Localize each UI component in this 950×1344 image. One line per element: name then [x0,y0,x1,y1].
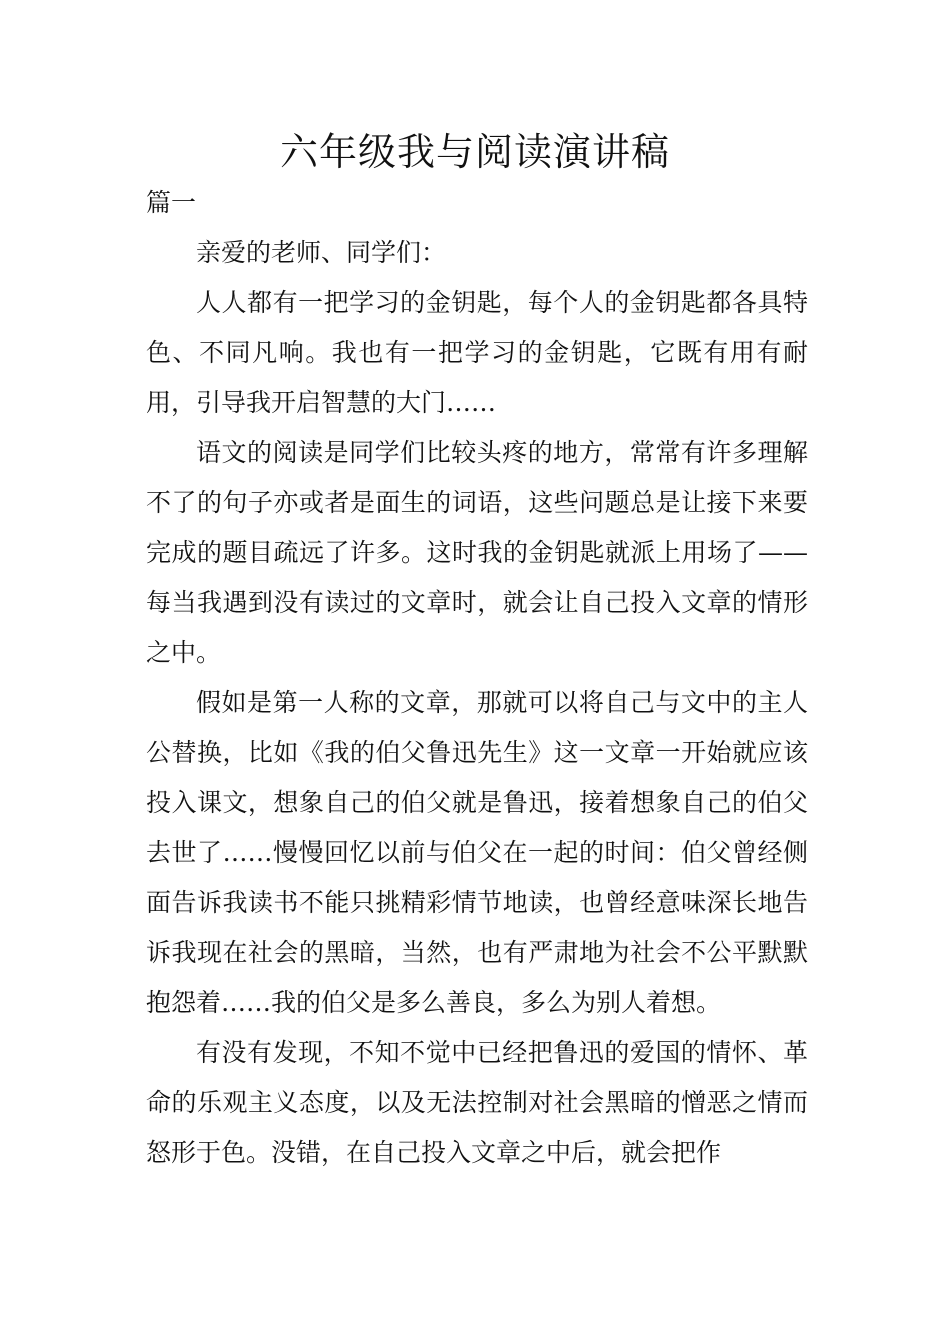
greeting-paragraph: 亲爱的老师、同学们： [196,238,447,267]
document-title: 六年级我与阅读演讲稿 [279,130,670,174]
section-label: 篇一 [146,188,197,217]
document-body [146,178,808,1178]
body-paragraph: 假如是第一人称的文章，那就可以将自己与文中的主人公替换，比如《我的伯父鲁迅先生》这一文章一开始就应该投入课文，想象自己的伯父就是鲁迅，接着想象自己的伯父去世了……慢慢回忆以前与伯父在一起的时间：伯父曾经侧面告诉我读书不能只挑精彩情节地读，也曾经意味深长地告诉我现在社会的黑暗，当然，也有严肃地为社会不公平默默抱怨着……我的伯父是多么善良，多么为别人着想。 [146,688,808,1017]
body-paragraph: 语文的阅读是同学们比较头疼的地方，常常有许多理解不了的句子亦或者是面生的词语，这些问题总是让接下来要完成的题目疏远了许多。这时我的金钥匙就派上用场了——每当我遇到没有读过的文章时，就会让自己投入文章的情形之中。 [146,438,808,667]
body-paragraph: 有没有发现，不知不觉中已经把鲁迅的爱国的情怀、革命的乐观主义态度，以及无法控制对社会黑暗的憎恶之情而怒形于色。没错，在自己投入文章之中后，就会把作 [146,1038,808,1167]
body-paragraph: 人人都有一把学习的金钥匙，每个人的金钥匙都各具特色、不同凡响。我也有一把学习的金钥匙，它既有用有耐用，引导我开启智慧的大门…… [146,288,808,417]
